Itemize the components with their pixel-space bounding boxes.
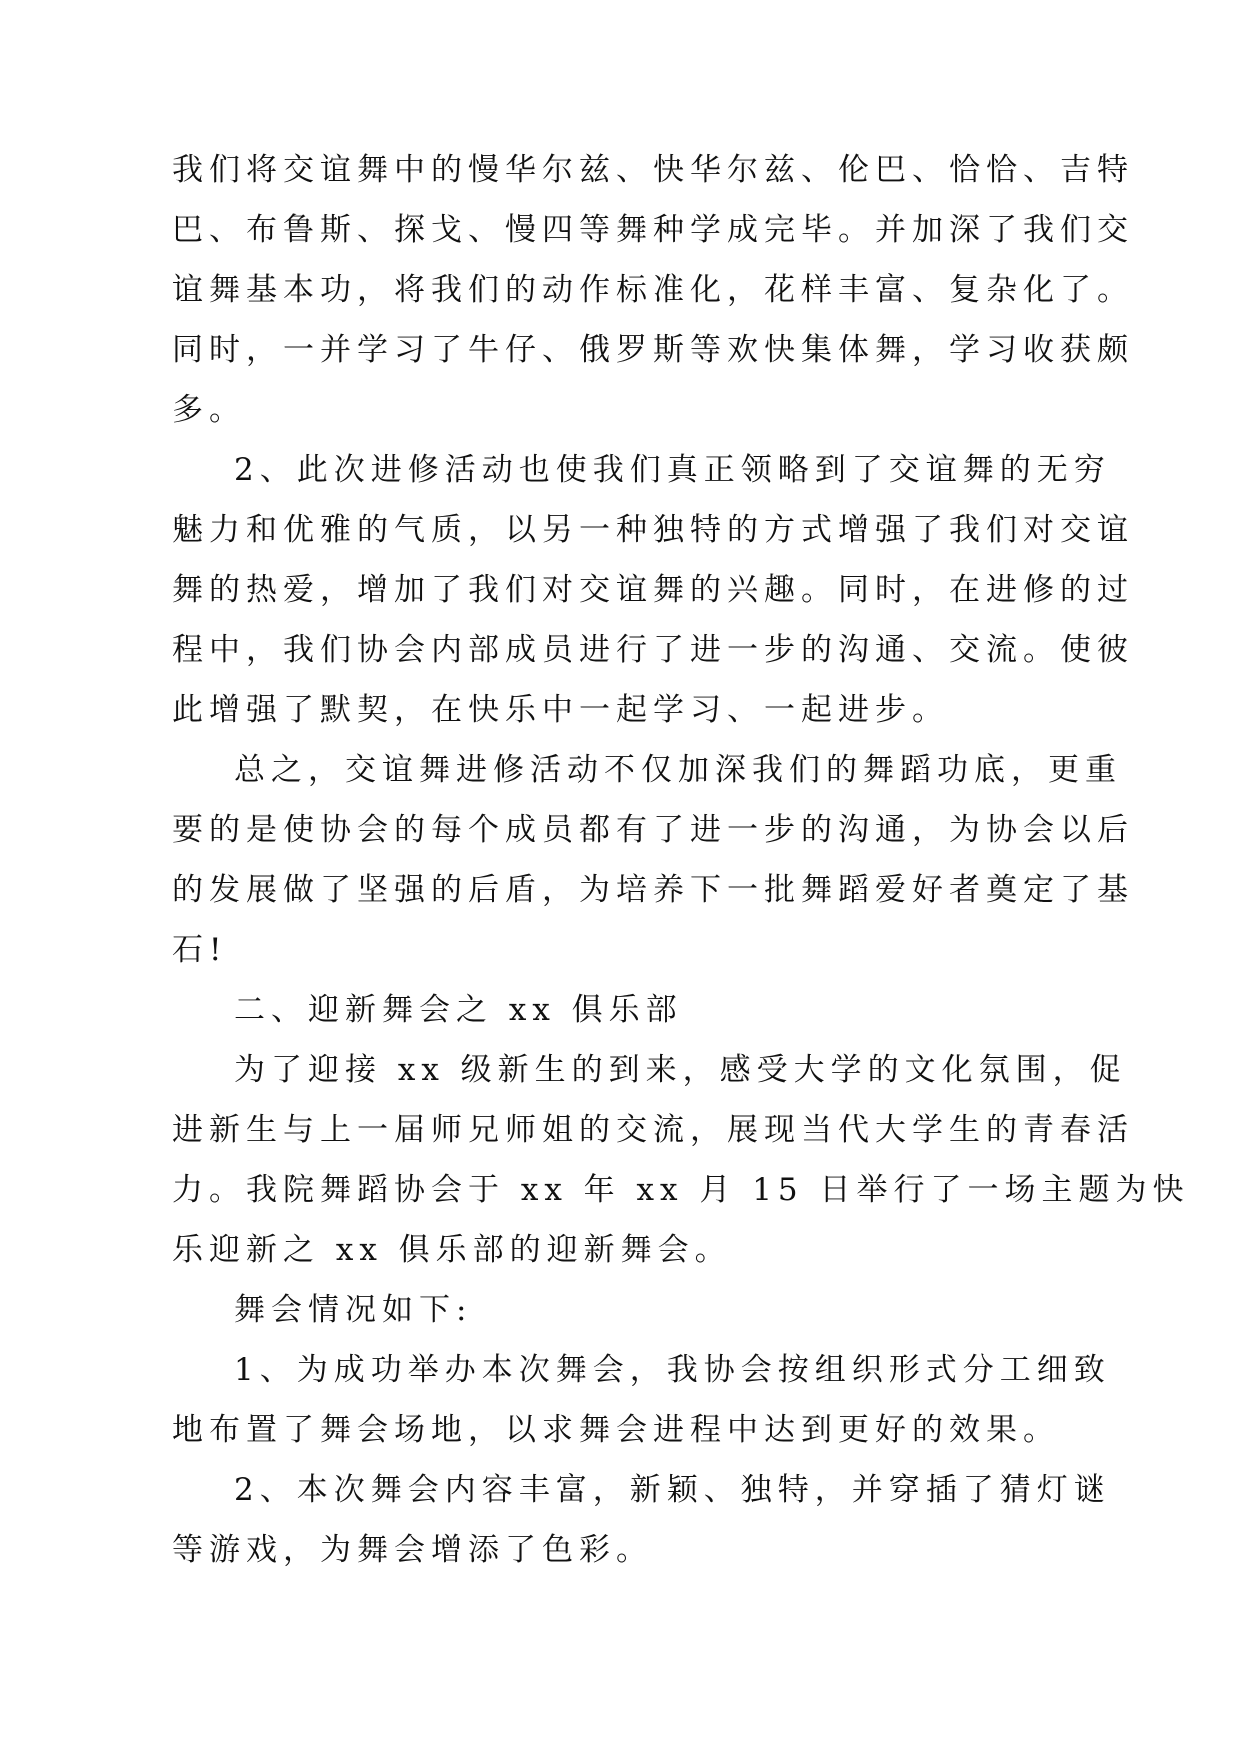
text-line: 巴、布鲁斯、探戈、慢四等舞种学成完毕。并加深了我们交 [172,212,1134,248]
section-heading: 二、迎新舞会之 xx 俱乐部 [234,992,683,1028]
text-line: 同时，一并学习了牛仔、俄罗斯等欢快集体舞，学习收获颇 [172,332,1134,368]
text-line: 舞的热爱，增加了我们对交谊舞的兴趣。同时，在进修的过 [172,572,1134,608]
text-line: 等游戏，为舞会增添了色彩。 [172,1532,653,1568]
text-line: 2、此次进修活动也使我们真正领略到了交谊舞的无穷 [234,452,1111,488]
text-line: 为了迎接 xx 级新生的到来，感受大学的文化氛围，促 [234,1052,1127,1088]
text-line: 舞会情况如下: [234,1292,473,1328]
text-line: 石! [172,932,228,968]
text-line: 总之，交谊舞进修活动不仅加深我们的舞蹈功底，更重 [234,752,1122,788]
text-line: 要的是使协会的每个成员都有了进一步的沟通，为协会以后 [172,812,1134,848]
text-line: 2、本次舞会内容丰富，新颖、独特，并穿插了猜灯谜 [234,1472,1111,1508]
text-line: 的发展做了坚强的后盾，为培养下一批舞蹈爱好者奠定了基 [172,872,1134,908]
text-line: 地布置了舞会场地，以求舞会进程中达到更好的效果。 [172,1412,1060,1448]
text-line: 乐迎新之 xx 俱乐部的迎新舞会。 [172,1232,732,1268]
text-line: 我们将交谊舞中的慢华尔兹、快华尔兹、伦巴、恰恰、吉特 [172,152,1134,188]
text-line: 谊舞基本功，将我们的动作标准化，花样丰富、复杂化了。 [172,272,1134,308]
text-line: 魅力和优雅的气质，以另一种独特的方式增强了我们对交谊 [172,512,1134,548]
text-line: 程中，我们协会内部成员进行了进一步的沟通、交流。使彼 [172,632,1134,668]
text-line: 此增强了默契，在快乐中一起学习、一起进步。 [172,692,949,728]
text-line: 多。 [172,392,246,428]
text-line: 进新生与上一届师兄师姐的交流，展现当代大学生的青春活 [172,1112,1134,1148]
text-line: 力。我院舞蹈协会于 xx 年 xx 月 15 日举行了一场主题为快 [172,1172,1190,1208]
text-line: 1、为成功举办本次舞会，我协会按组织形式分工细致 [234,1352,1111,1388]
